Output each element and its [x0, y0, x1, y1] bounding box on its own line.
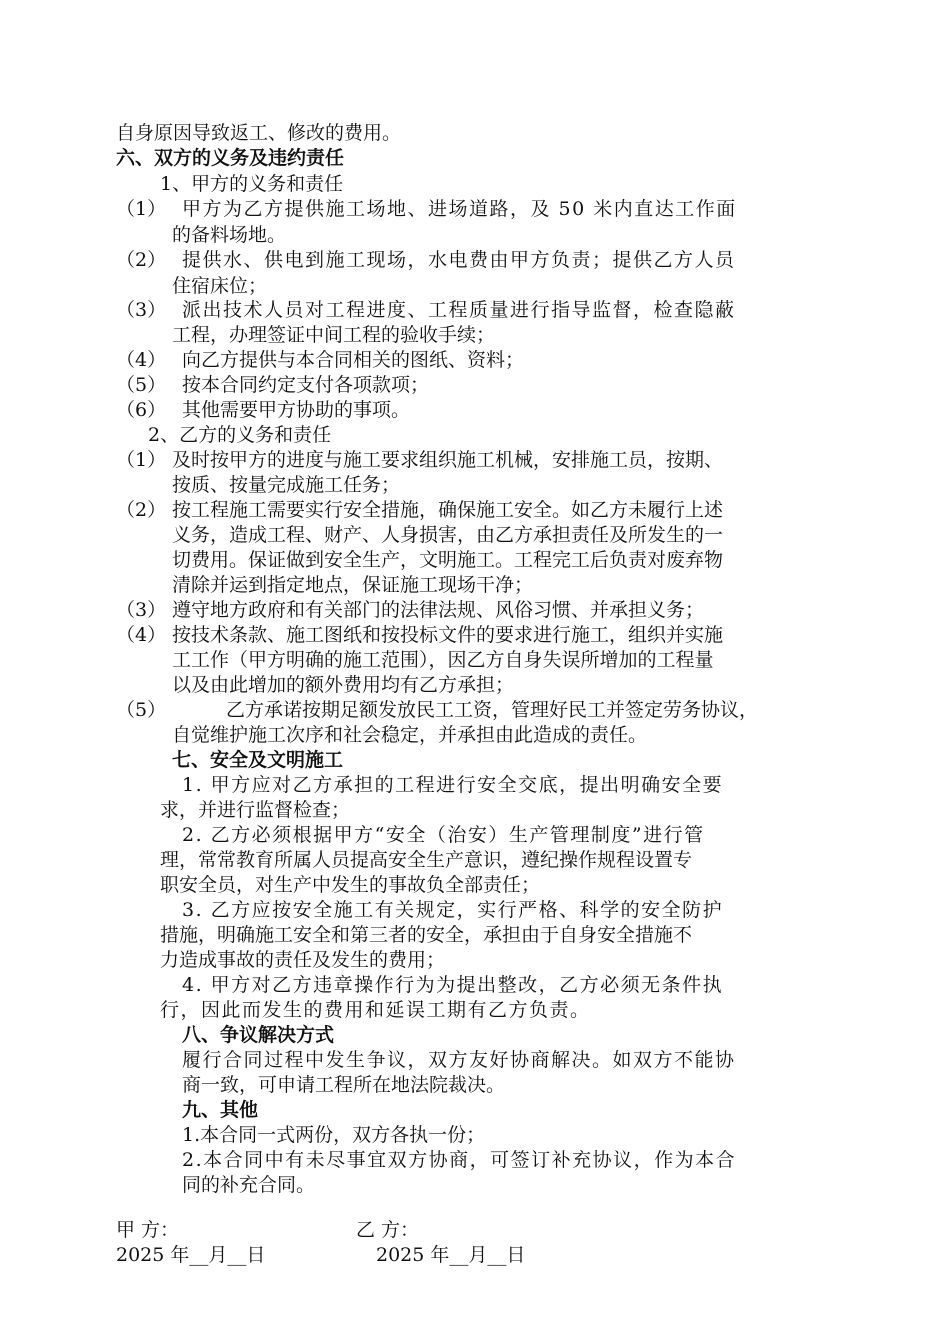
item-text: 的备料场地。 — [172, 224, 287, 246]
subsection-heading: 2、乙方的义务和责任 — [148, 424, 332, 446]
item-number: （3） — [116, 299, 167, 321]
paragraph-line: 1.本合同一式两份，双方各执一份； — [182, 1124, 486, 1146]
item-text: 提供水、供电到施工现场，水电费由甲方负责；提供乙方人员 — [182, 249, 736, 271]
item-text: 义务，造成工程、财产、人身损害，由乙方承担责任及所发生的一 — [172, 524, 724, 546]
text-line: 自身原因导致返工、修改的费用。 — [116, 122, 402, 144]
item-number: （1） — [116, 449, 167, 471]
paragraph-line: 理，常常教育所属人员提高安全生产意识，遵纪操作规程设置专 — [160, 849, 693, 871]
item-text: 按技术条款、施工图纸和按投标文件的要求进行施工，组织并实施 — [172, 624, 724, 646]
paragraph-line: 1. 甲方应对乙方承担的工程进行安全交底，提出明确安全要 — [182, 774, 724, 796]
item-text: 自觉维护施工次序和社会稳定，并承担由此造成的责任。 — [172, 724, 648, 746]
item-text: 清除并运到指定地点，保证施工现场干净； — [172, 574, 534, 596]
section-heading-8: 八、争议解决方式 — [182, 1024, 335, 1046]
item-number: （2） — [116, 499, 167, 521]
item-number: （6） — [116, 399, 167, 421]
item-text: 按工程施工需要实行安全措施，确保施工安全。如乙方未履行上述 — [172, 499, 724, 521]
item-text: 住宿床位； — [172, 275, 268, 297]
paragraph-line: 同的补充合同。 — [182, 1174, 316, 1196]
item-text: 按本合同约定支付各项款项； — [182, 374, 430, 396]
item-text: 按质、按量完成施工任务； — [172, 474, 401, 496]
section-heading-7: 七、安全及文明施工 — [172, 749, 344, 771]
item-number: （5） — [116, 699, 167, 721]
item-number: （4） — [116, 624, 167, 646]
date-party-b: 2025 年__月__日 — [376, 1244, 526, 1266]
paragraph-line: 履行合同过程中发生争议，双方友好协商解决。如双方不能协 — [182, 1049, 736, 1071]
item-text: 及时按甲方的进度与施工要求组织施工机械，安排施工员，按期、 — [172, 449, 724, 471]
item-number: （5） — [116, 374, 167, 396]
item-text: 遵守地方政府和有关部门的法律法规、风俗习惯、并承担义务； — [172, 599, 705, 621]
paragraph-line: 2. 乙方必须根据甲方“安全（治安）生产管理制度”进行管 — [182, 824, 705, 846]
date-party-a: 2025 年__月__日 — [116, 1244, 266, 1266]
paragraph-line: 2.本合同中有未尽事宜双方协商，可签订补充协议，作为本合 — [182, 1149, 737, 1171]
item-number: （3） — [116, 599, 167, 621]
item-text: 甲方为乙方提供施工场地、进场道路，及 50 米内直达工作面 — [182, 198, 737, 220]
item-text: 工程，办理签证中间工程的验收手续； — [172, 324, 496, 346]
item-text: 以及由此增加的额外费用均有乙方承担； — [172, 674, 515, 696]
paragraph-line: 力造成事故的责任及发生的费用； — [160, 949, 446, 971]
item-text: 乙方承诺按期足额发放民工工资，管理好民工并签定劳务协议， — [226, 699, 759, 721]
paragraph-line: 4. 甲方对乙方违章操作行为为提出整改，乙方必须无条件执 — [182, 974, 724, 996]
paragraph-line: 3. 乙方应按安全施工有关规定，实行严格、科学的安全防护 — [182, 899, 724, 921]
item-text: 派出技术人员对工程进度、工程质量进行指导监督，检查隐蔽 — [182, 299, 736, 321]
section-heading-6: 六、双方的义务及违约责任 — [116, 147, 345, 169]
paragraph-line: 行，因此而发生的费用和延误工期有乙方负责。 — [160, 999, 591, 1021]
paragraph-line: 求，并进行监督检查； — [160, 799, 351, 821]
signature-party-b: 乙 方： — [356, 1219, 420, 1241]
item-text: 工工作（甲方明确的施工范围），因乙方自身失误所增加的工程量 — [172, 649, 714, 671]
paragraph-line: 商一致，可申请工程所在地法院裁决。 — [182, 1074, 506, 1096]
paragraph-line: 职安全员，对生产中发生的事故负全部责任； — [160, 874, 541, 896]
section-heading-9: 九、其他 — [182, 1099, 259, 1121]
signature-party-a: 甲 方： — [116, 1219, 180, 1241]
item-text: 切费用。保证做到安全生产，文明施工。工程完工后负责对废弃物 — [172, 549, 724, 571]
item-number: （2） — [116, 249, 167, 271]
paragraph-line: 措施，明确施工安全和第三者的安全，承担由于自身安全措施不 — [160, 924, 693, 946]
item-number: （4） — [116, 349, 167, 371]
subsection-heading: 1、甲方的义务和责任 — [160, 173, 344, 195]
item-number: （1） — [116, 198, 167, 220]
item-text: 其他需要甲方协助的事项。 — [182, 399, 411, 421]
item-text: 向乙方提供与本合同相关的图纸、资料； — [182, 349, 525, 371]
